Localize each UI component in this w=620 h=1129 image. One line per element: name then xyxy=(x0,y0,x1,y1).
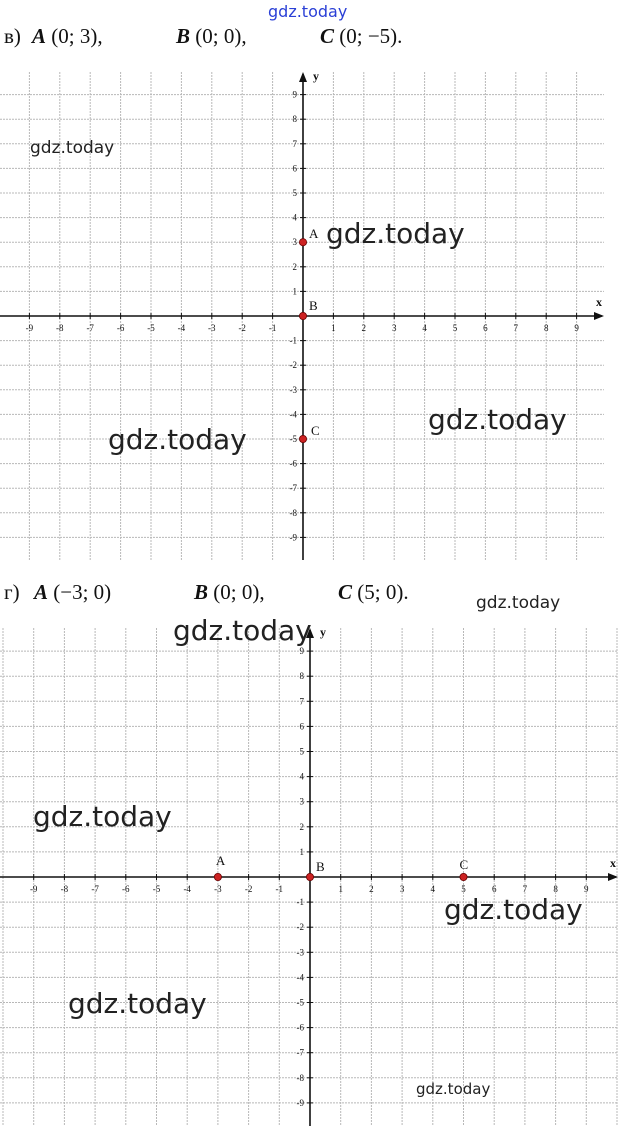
task-v-point-c-coords: (0; −5). xyxy=(339,24,403,48)
watermark: gdz.today xyxy=(173,614,312,647)
x-tick-label: 3 xyxy=(399,884,405,894)
y-tick-label: 2 xyxy=(292,261,297,272)
y-tick-label: 8 xyxy=(292,114,297,125)
y-tick-label: -6 xyxy=(296,1022,304,1033)
point-label-b: B xyxy=(316,859,325,874)
task-g-point-b-coords: (0; 0), xyxy=(213,580,265,604)
task-v-letter: в) xyxy=(4,24,21,48)
x-tick-label: -4 xyxy=(177,323,186,333)
x-tick-label: 1 xyxy=(338,884,343,894)
y-tick-label: 3 xyxy=(299,796,304,807)
y-tick-label: 3 xyxy=(292,237,297,248)
x-tick-label: -9 xyxy=(25,323,34,333)
x-tick-label: -9 xyxy=(29,884,38,894)
y-tick-label: -4 xyxy=(296,972,304,983)
y-tick-label: -7 xyxy=(289,483,297,494)
task-v-point-b-name: B xyxy=(176,24,191,48)
watermark: gdz.today xyxy=(108,423,247,456)
x-tick-label: -4 xyxy=(183,884,191,894)
y-tick-label: 6 xyxy=(299,721,304,732)
y-tick-label: 2 xyxy=(299,821,304,832)
point-label-b: B xyxy=(309,298,318,313)
y-tick-label: -8 xyxy=(296,1072,304,1083)
task-v-point-b-coords: (0; 0), xyxy=(195,24,247,48)
x-axis-label: x xyxy=(610,856,616,870)
task-g-point-b-name: B xyxy=(194,580,209,604)
x-tick-label: 8 xyxy=(553,884,558,894)
point-label-c: C xyxy=(311,423,320,438)
y-axis-label: y xyxy=(313,69,319,83)
y-tick-label: -3 xyxy=(289,384,297,395)
task-g-point-a-coords: (−3; 0) xyxy=(53,580,112,604)
point-label-c: C xyxy=(459,857,469,872)
point-a xyxy=(214,873,221,880)
x-tick-label: -1 xyxy=(275,884,284,894)
watermark: gdz.today xyxy=(428,403,567,436)
y-tick-label: 4 xyxy=(292,212,297,223)
x-tick-label: 4 xyxy=(422,323,427,333)
watermark: gdz.today xyxy=(68,987,207,1020)
watermark: gdz.today xyxy=(416,1080,491,1098)
y-axis-label: y xyxy=(320,625,326,639)
watermark: gdz.today xyxy=(476,593,561,613)
x-tick-label: -5 xyxy=(152,884,161,894)
x-axis-label: x xyxy=(596,295,602,309)
y-tick-label: 9 xyxy=(292,89,297,100)
x-tick-label: 5 xyxy=(452,323,458,333)
x-tick-label: 1 xyxy=(331,323,336,333)
y-tick-label: 7 xyxy=(292,138,297,149)
y-tick-label: -2 xyxy=(289,360,297,371)
x-tick-label: -2 xyxy=(244,884,253,894)
task-g-point-c-coords: (5; 0). xyxy=(357,580,409,604)
x-tick-label: 2 xyxy=(361,323,367,333)
watermark: gdz.today xyxy=(444,893,583,926)
y-tick-label: -3 xyxy=(296,947,304,958)
y-tick-label: -5 xyxy=(296,997,304,1008)
y-tick-label: 6 xyxy=(292,163,297,174)
x-tick-label: 6 xyxy=(483,323,488,333)
y-tick-label: 1 xyxy=(299,846,304,857)
x-tick-label: 8 xyxy=(543,323,549,333)
point-label-a: A xyxy=(215,853,226,868)
x-tick-label: 5 xyxy=(461,884,466,894)
y-tick-label: -9 xyxy=(296,1097,304,1108)
y-tick-label: 1 xyxy=(292,286,297,297)
x-tick-label: 7 xyxy=(522,884,528,894)
x-tick-label: -8 xyxy=(56,323,64,333)
y-tick-label: -1 xyxy=(296,897,304,908)
x-tick-label: -3 xyxy=(208,323,216,333)
x-tick-label: 9 xyxy=(574,323,579,333)
x-tick-label: -3 xyxy=(214,884,222,894)
watermark: gdz.today xyxy=(33,800,172,833)
y-tick-label: -7 xyxy=(296,1047,304,1058)
x-tick-label: -8 xyxy=(60,884,69,894)
y-tick-label: -8 xyxy=(289,507,297,518)
x-tick-label: 6 xyxy=(491,884,497,894)
x-tick-label: -5 xyxy=(147,323,155,333)
y-tick-label: -9 xyxy=(289,532,297,543)
top-watermark: gdz.today xyxy=(268,2,348,21)
y-tick-label: 5 xyxy=(292,188,297,198)
task-v-point-a-coords: (0; 3), xyxy=(51,24,103,48)
y-tick-label: 8 xyxy=(299,671,304,682)
y-tick-label: -4 xyxy=(289,409,297,420)
y-tick-label: -2 xyxy=(296,922,304,933)
y-tick-label: 5 xyxy=(299,746,304,757)
task-g-point-c-name: C xyxy=(338,580,353,604)
watermark: gdz.today xyxy=(326,217,465,250)
x-tick-label: -6 xyxy=(122,884,130,894)
task-g-point-a-name: A xyxy=(34,580,49,604)
x-tick-label: 3 xyxy=(391,323,397,333)
point-c xyxy=(460,873,467,880)
x-tick-label: 2 xyxy=(369,884,374,894)
watermark: gdz.today xyxy=(30,138,115,158)
task-v-point-a-name: A xyxy=(32,24,47,48)
x-tick-label: -6 xyxy=(116,323,125,333)
x-tick-label: 9 xyxy=(584,884,589,894)
y-tick-label: 4 xyxy=(299,771,304,782)
x-tick-label: -7 xyxy=(91,884,99,894)
x-tick-label: -7 xyxy=(86,323,94,333)
point-label-a: A xyxy=(309,226,319,242)
y-tick-label: -1 xyxy=(289,335,297,346)
y-tick-label: -6 xyxy=(289,458,297,469)
task-v-point-c-name: C xyxy=(320,24,335,48)
y-tick-label: 9 xyxy=(299,646,304,657)
y-tick-label: -5 xyxy=(289,434,297,444)
x-tick-label: -1 xyxy=(268,323,277,333)
x-tick-label: 4 xyxy=(430,884,436,894)
task-g-letter: г) xyxy=(4,580,20,604)
y-tick-label: 7 xyxy=(299,696,304,707)
x-tick-label: 7 xyxy=(513,323,519,333)
point-b xyxy=(306,873,313,880)
x-tick-label: -2 xyxy=(238,323,246,333)
